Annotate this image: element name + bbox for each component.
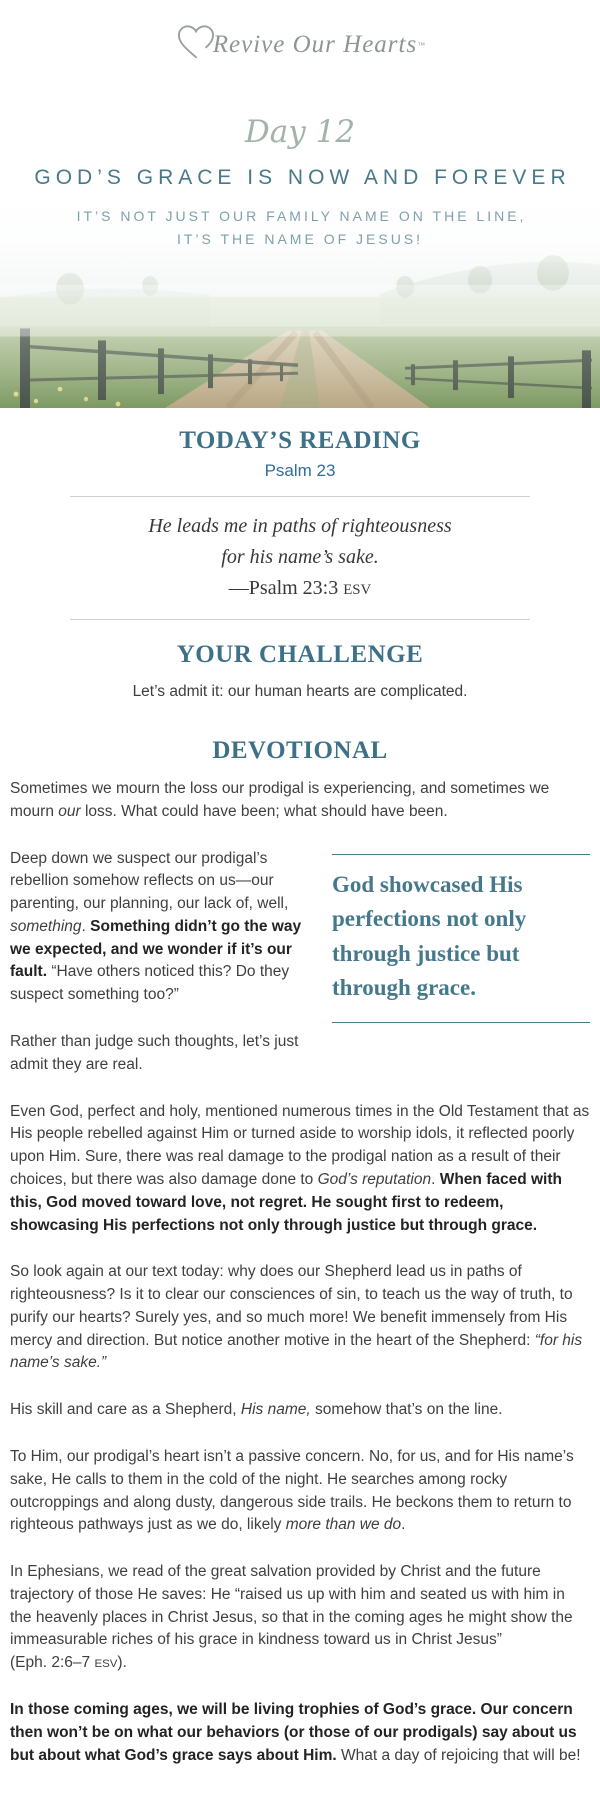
devotional-paragraph-2: Deep down we suspect our prodigal’s rebellion somehow reflects on us—our parenting, our planning, our lack of, well, something. Something didn’t go the way we expected, and we wonder if it’s our fault. “Have others noticed this? Do they suspect something too?”	[10, 849, 302, 1004]
devotional-paragraph-6: His skill and care as a Shepherd, His name, somehow that’s on the line.	[10, 1401, 503, 1419]
day-label: Day 12	[244, 114, 356, 150]
your-challenge-heading: YOUR CHALLENGE	[176, 641, 424, 668]
hero-subtitle	[0, 205, 600, 251]
pull-quote	[332, 854, 590, 1023]
divider	[70, 496, 530, 497]
challenge-text: Let’s admit it: our human hearts are complicated.	[132, 683, 468, 700]
devotional-paragraph-9: In those coming ages, we will be living trophies of God’s grace. Our concern then won’t be on what our behaviors (or those of our prodigals) say about us but about what God’s grace says about Him. What a day of rejoicing that will be!	[10, 1701, 581, 1764]
devotional-paragraph-8: In Ephesians, we read of the great salvation provided by Christ and the future trajectory of those He saves: He “raised us up with him and seated us with him in the heavenly places in Christ Jesus, so that in the coming ages he might show the immeasurable riches of his grace in kindness toward us in Christ Jesus” (Eph. 2:6–7 ESV).	[10, 1563, 573, 1672]
devotional-paragraph-3: Rather than judge such thoughts, let’s just admit they are real.	[10, 1033, 299, 1073]
brand-name: Revive Our Hearts	[212, 31, 418, 58]
devotional-paragraph-7: To Him, our prodigal’s heart isn’t a passive concern. No, for us, and for His name’s sake, He calls to them in the cold of the night. He searches among rocky outcroppings and along dusty, dangerous side trails. He beckons them to return to righteous pathways just as we do, likely more than we do.	[10, 1447, 574, 1534]
hero-subtitle-line1: IT’S NOT JUST OUR FAMILY NAME ON THE LINE,	[76, 208, 527, 224]
brand-logo	[0, 0, 600, 90]
reading-reference-link[interactable]: Psalm 23	[264, 461, 336, 480]
devotional-paragraph-4: Even God, perfect and holy, mentioned numerous times in the Old Testament that as His people rebelled against Him or turned aside to worship idols, it reflected poorly upon Him. Sure, there was real damage to the prodigal nation as a result of their choices, but there was also damage done to God’s reputation. When faced with this, God moved toward love, not regret. He sought first to redeem, showcasing His perfections not only through justice but through grace.	[10, 1102, 590, 1234]
devotional-paragraph-5: So look again at our text today: why does our Shepherd lead us in paths of righteousness? Is it to clear our consciences of sin, to teach us the way of truth, to purify our hearts? Surely yes, and so much more! We benefit immensely from His mercy and direction. But notice another motive in the heart of the Shepherd: “for his name’s sake.”	[10, 1263, 583, 1372]
hero-title: GOD’S GRACE IS NOW AND FOREVER	[34, 166, 571, 189]
scripture-line: for his name’s sake.	[221, 546, 379, 568]
todays-reading-heading: TODAY’S READING	[179, 427, 421, 454]
email-body	[0, 427, 600, 1767]
trademark-symbol: ™	[417, 40, 426, 50]
devotional-heading: DEVOTIONAL	[212, 737, 388, 764]
devotional-body	[0, 778, 600, 1767]
divider	[70, 619, 530, 620]
hero-banner	[0, 90, 600, 408]
heart-icon	[175, 23, 217, 61]
pull-quote-text: God showcased His perfections not only through justice but through grace.	[332, 871, 527, 1001]
scripture-line: He leads me in paths of righteousness	[148, 515, 452, 537]
scripture-attribution: —Psalm 23:3 ESV	[228, 577, 372, 599]
hero-text	[0, 90, 600, 251]
scripture-quote	[0, 511, 600, 604]
hero-subtitle-line2: IT’S THE NAME OF JESUS!	[176, 231, 424, 248]
devotional-paragraph-1: Sometimes we mourn the loss our prodigal is experiencing, and sometimes we mourn our loss. What could have been; what should have been.	[10, 780, 550, 820]
